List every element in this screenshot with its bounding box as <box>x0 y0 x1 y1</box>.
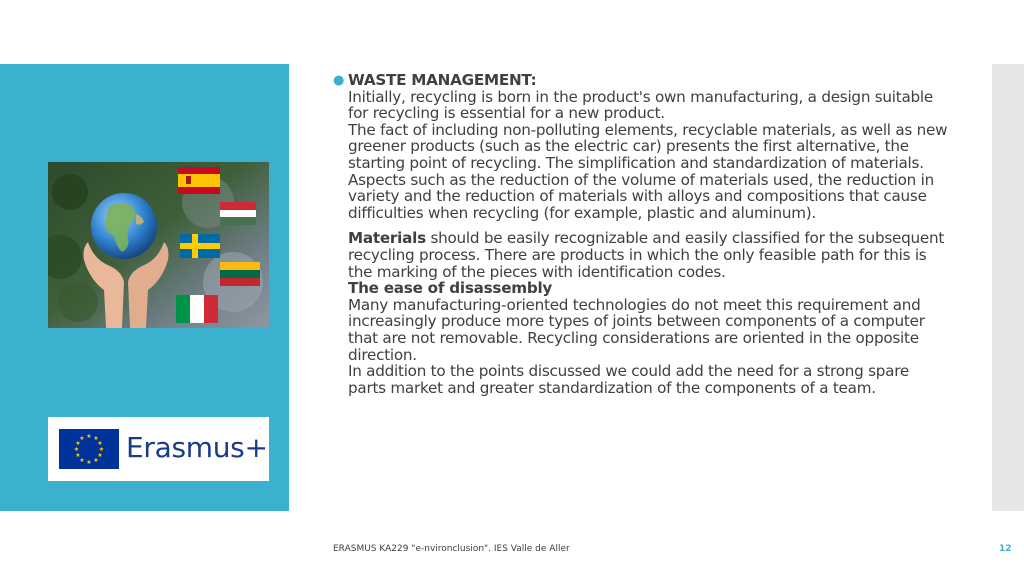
svg-text:★: ★ <box>79 457 85 464</box>
erasmus-logo-text: Erasmus+ <box>126 431 268 464</box>
spain-flag-icon <box>178 167 220 194</box>
footer-caption: ERASMUS KA229 "e-nvironclusion". IES Valle de Aller <box>333 544 570 554</box>
svg-text:★: ★ <box>86 433 92 440</box>
italy-flag-icon <box>176 295 218 323</box>
materials-term: Materials <box>348 229 426 248</box>
svg-text:★: ★ <box>75 440 81 447</box>
paragraph: Initially, recycling is born in the product's own manufacturing, a design suitable for recycling is essential for a new product. <box>348 87 933 123</box>
svg-text:★: ★ <box>79 435 85 442</box>
bullet-dot-icon: ● <box>333 73 345 88</box>
page-number: 12 <box>999 544 1012 554</box>
sweden-flag-icon <box>180 234 220 258</box>
slide-body-text <box>333 71 948 397</box>
svg-text:★: ★ <box>93 457 99 464</box>
paragraph: Many manufacturing-oriented technologies do not meet this requirement and increasingly produce more types of joints between components of a computer that are not removable. Recycling considerations are oriented in the opposite direction. <box>348 295 925 364</box>
svg-text:★: ★ <box>93 435 99 442</box>
svg-text:★: ★ <box>73 446 80 453</box>
materials-paragraph <box>348 230 948 280</box>
paragraph: Aspects such as the reduction of the volume of materials used, the reduction in variety and the reduction of materials with alloys and compositions that cause difficulties when recycling (for example, plastic and aluminum). <box>348 170 934 222</box>
section-heading: WASTE MANAGEMENT: <box>348 71 537 89</box>
svg-text:★: ★ <box>75 452 81 459</box>
earth-hands-flags-image <box>48 162 269 328</box>
svg-text:★: ★ <box>86 459 92 466</box>
eu-flag-icon <box>59 429 119 469</box>
paragraph: The fact of including non-polluting elements, recyclable materials, as well as new greener products (such as the electric car) presents the first alternative, the starting point of recycling. The simplification and standardization of materials. <box>348 120 948 172</box>
materials-text: should be easily recognizable and easily classified for the subsequent recycling process. There are products in which the only feasible path for this is the marking of the pieces with identification codes. <box>348 229 945 281</box>
paragraph: In addition to the points discussed we could add the need for a strong spare parts market and greater standardization of the components of a team. <box>348 362 909 397</box>
svg-text:★: ★ <box>97 452 103 459</box>
svg-text:★: ★ <box>97 440 103 447</box>
erasmus-plus-logo <box>48 417 269 481</box>
disassembly-heading: The ease of disassembly <box>348 279 553 298</box>
right-side-bar <box>992 64 1024 511</box>
lithuania-flag-icon <box>220 262 260 286</box>
hungary-flag-icon <box>220 202 256 225</box>
svg-text:★: ★ <box>98 446 105 453</box>
